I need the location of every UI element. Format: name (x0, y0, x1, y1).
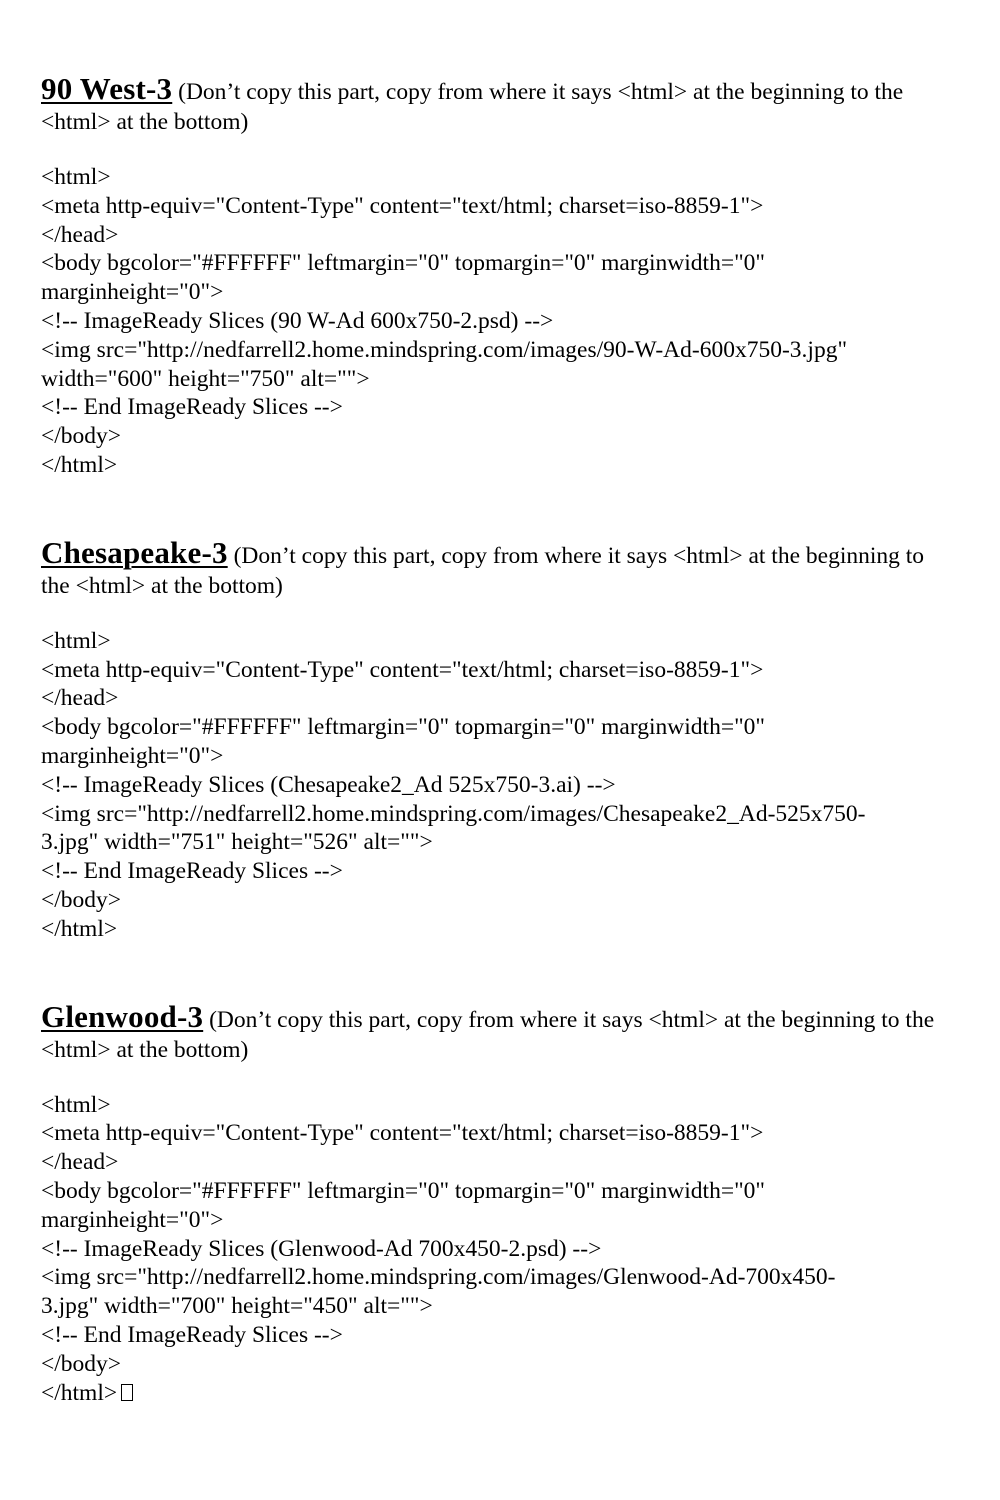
code-line: <img src="http://nedfarrell2.home.mindspring.com/images/Chesapeake2_Ad-525x750- (41, 800, 866, 827)
code-line: <body bgcolor="#FFFFFF" leftmargin="0" topmargin="0" marginwidth="0" (41, 1177, 766, 1204)
code-line: <html> (41, 1091, 111, 1118)
code-line: <!-- End ImageReady Slices --> (41, 394, 343, 421)
code-line: <meta http-equiv="Content-Type" content="text/html; charset=iso-8859-1"> (41, 1120, 764, 1147)
section-glenwood (41, 998, 941, 1408)
code-line: <!-- ImageReady Slices (90 W-Ad 600x750-2.psd) --> (41, 307, 554, 334)
code-block (41, 1091, 941, 1408)
code-line: <meta http-equiv="Content-Type" content="text/html; charset=iso-8859-1"> (41, 192, 764, 219)
code-line: <html> (41, 627, 111, 654)
code-line: marginheight="0"> (41, 742, 224, 769)
code-line: <!-- End ImageReady Slices --> (41, 858, 343, 885)
section-heading (41, 71, 941, 137)
code-line: </head> (41, 685, 119, 712)
section-note: (Don’t copy this part, copy from where it says <html> at the beginning to the <html> at the bottom) (41, 542, 925, 599)
code-line: <!-- End ImageReady Slices --> (41, 1321, 343, 1348)
code-line: <img src="http://nedfarrell2.home.mindspring.com/images/Glenwood-Ad-700x450- (41, 1264, 836, 1291)
code-line: </html> (41, 451, 118, 478)
code-line (41, 1379, 941, 1408)
code-line: </body> (41, 886, 122, 913)
code-line: 3.jpg" width="700" height="450" alt=""> (41, 1293, 433, 1320)
code-line: </head> (41, 1149, 119, 1176)
section-heading (41, 534, 941, 601)
code-line: marginheight="0"> (41, 1206, 224, 1233)
code-line: <img src="http://nedfarrell2.home.mindspring.com/images/90-W-Ad-600x750-3.jpg" (41, 336, 848, 363)
end-of-document-box-icon (121, 1384, 133, 1401)
section-chesapeake (41, 534, 941, 944)
code-block (41, 163, 941, 480)
code-line: </body> (41, 423, 122, 450)
code-line: <meta http-equiv="Content-Type" content="text/html; charset=iso-8859-1"> (41, 656, 764, 683)
code-line: <body bgcolor="#FFFFFF" leftmargin="0" topmargin="0" marginwidth="0" (41, 714, 766, 741)
code-line: 3.jpg" width="751" height="526" alt=""> (41, 829, 433, 856)
section-heading (41, 998, 941, 1065)
code-line-text: </html> (41, 1379, 118, 1406)
code-line: <!-- ImageReady Slices (Chesapeake2_Ad 525x750-3.ai) --> (41, 771, 616, 798)
section-note: (Don’t copy this part, copy from where it says <html> at the beginning to the <html> at the bottom) (41, 1006, 935, 1063)
code-line: <html> (41, 164, 111, 190)
section-title: Glenwood-3 (41, 998, 204, 1034)
code-block (41, 627, 941, 944)
code-line: width="600" height="750" alt=""> (41, 365, 370, 392)
code-line: <body bgcolor="#FFFFFF" leftmargin="0" topmargin="0" marginwidth="0" (41, 250, 766, 277)
code-line: <!-- ImageReady Slices (Glenwood-Ad 700x450-2.psd) --> (41, 1235, 602, 1262)
code-line: </head> (41, 221, 119, 248)
code-line: </body> (41, 1350, 122, 1377)
section-90-west (41, 71, 941, 480)
code-line: marginheight="0"> (41, 279, 224, 306)
section-note: (Don’t copy this part, copy from where it says <html> at the beginning to the <html> at the bottom) (41, 79, 904, 135)
section-title: 90 West-3 (41, 71, 173, 106)
document-body (41, 71, 941, 1407)
section-title: Chesapeake-3 (41, 534, 228, 570)
code-line: </html> (41, 915, 118, 942)
